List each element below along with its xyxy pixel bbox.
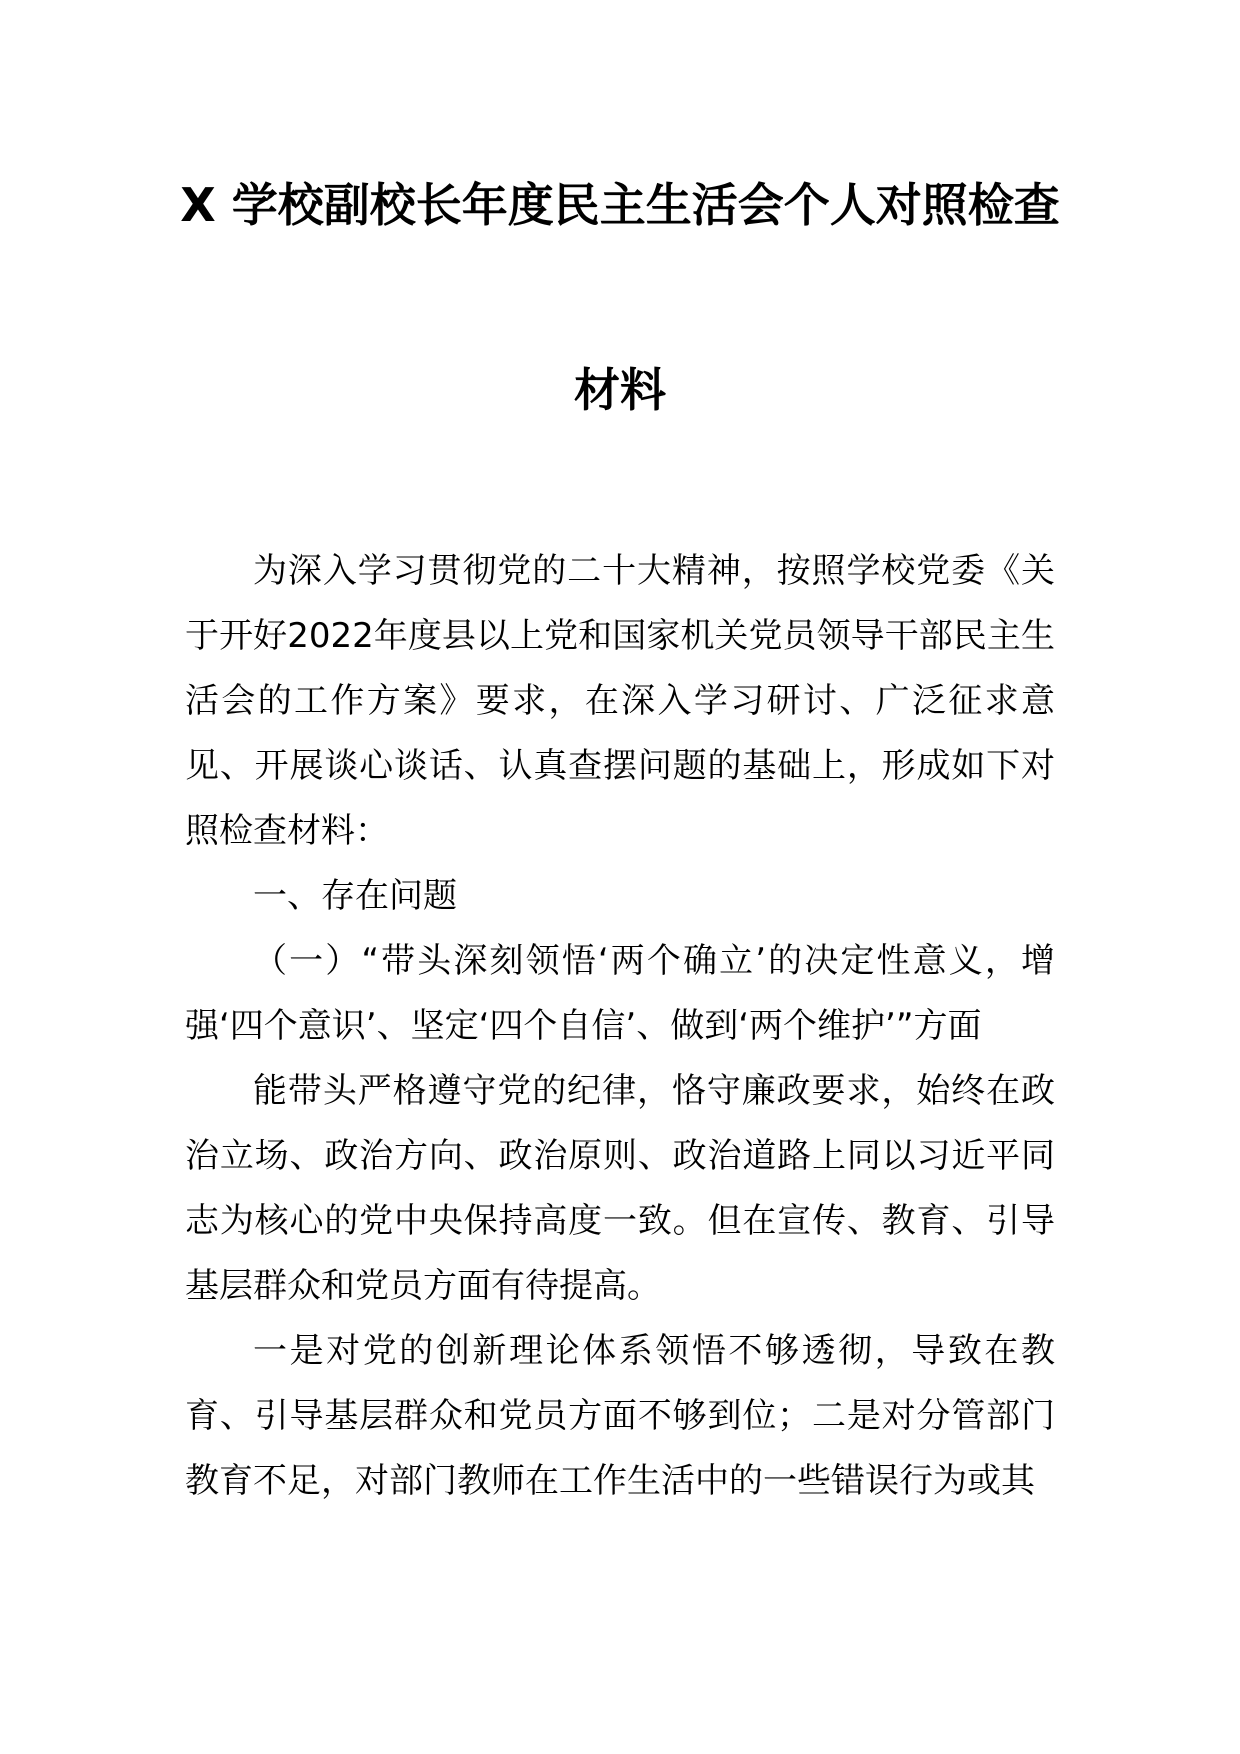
document-title-line-1: X 学校副校长年度民主生活会个人对照检查 [180, 178, 1060, 232]
document-title-line-2: 材料 [574, 363, 666, 417]
subsection-heading-1: （一）“带头深刻领悟‘两个确立’的决定性意义，增强‘四个意识’、坚定‘四个自信’、做到‘两个维护’”方面 [185, 941, 1055, 1046]
section-heading-problems: 一、存在问题 [253, 876, 457, 916]
paragraph-issues: 一是对党的创新理论体系领悟不够透彻，导致在教育、引导基层群众和党员方面不够到位；二是对分管部门教育不足，对部门教师在工作生活中的一些错误行为或其 [185, 1331, 1055, 1501]
paragraph-discipline: 能带头严格遵守党的纪律，恪守廉政要求，始终在政治立场、政治方向、政治原则、政治道路上同以习近平同志为核心的党中央保持高度一致。但在宣传、教育、引导基层群众和党员方面有待提高。 [185, 1071, 1055, 1306]
paragraph-intro: 为深入学习贯彻党的二十大精神，按照学校党委《关于开好2022年度县以上党和国家机关党员领导干部民主生活会的工作方案》要求，在深入学习研讨、广泛征求意见、开展谈心谈话、认真查摆问题的基础上，形成如下对照检查材料： [185, 551, 1055, 851]
document-body [185, 539, 1055, 1514]
